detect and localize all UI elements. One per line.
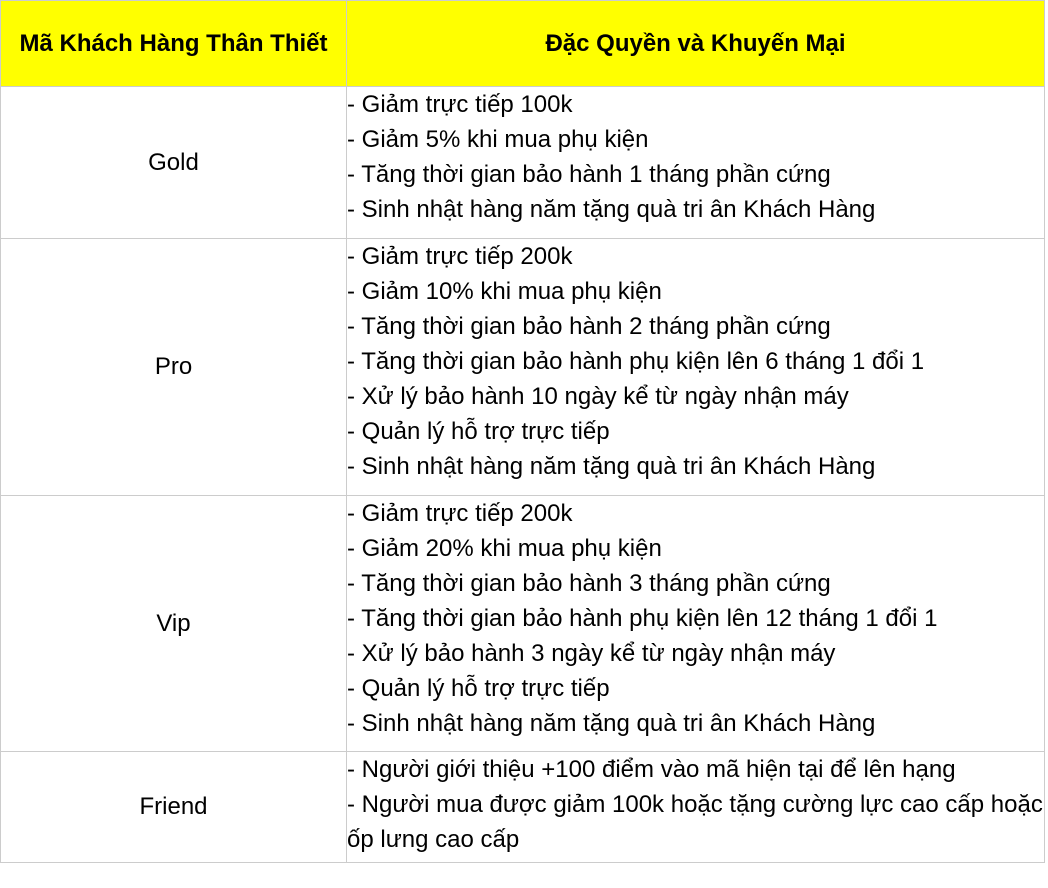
perk-item: - Giảm 10% khi mua phụ kiện [347,278,662,305]
perk-item: - Tăng thời gian bảo hành 3 tháng phần cứng [347,570,831,597]
perk-item: - Xử lý bảo hành 10 ngày kể từ ngày nhận máy [347,383,849,410]
perk-item: - Sinh nhật hàng năm tặng quà tri ân Khách Hàng [347,196,876,223]
perk-list-friend [347,752,1045,863]
perk-item: - Quản lý hỗ trợ trực tiếp [347,675,610,702]
header-row [1,1,1045,87]
table-row [1,87,1045,239]
perk-item: - Tăng thời gian bảo hành phụ kiện lên 6 tháng 1 đổi 1 [347,348,925,375]
table-row [1,239,1045,496]
perk-item: - Giảm 5% khi mua phụ kiện [347,126,649,153]
perk-item: - Sinh nhật hàng năm tặng quà tri ân Khách Hàng [347,710,876,737]
tier-name-pro: Pro [1,239,347,496]
table-row [1,752,1045,863]
perk-item: - Giảm 20% khi mua phụ kiện [347,535,662,562]
perk-item: - Tăng thời gian bảo hành 1 tháng phần cứng [347,161,831,188]
perk-item: - Giảm trực tiếp 100k [347,91,573,118]
perk-list-vip [347,496,1045,752]
perk-list-gold [347,87,1045,239]
perk-item: - Tăng thời gian bảo hành 2 tháng phần cứng [347,313,831,340]
header-customer-code: Mã Khách Hàng Thân Thiết [1,1,347,87]
perk-item: - Người giới thiệu +100 điểm vào mã hiện tại để lên hạng [347,756,956,783]
header-privileges: Đặc Quyền và Khuyến Mại [347,1,1045,87]
perk-item: - Tăng thời gian bảo hành phụ kiện lên 12 tháng 1 đổi 1 [347,605,938,632]
tier-name-vip: Vip [1,496,347,752]
tier-name-friend: Friend [1,752,347,863]
perk-item: - Giảm trực tiếp 200k [347,500,573,527]
perk-item: - Sinh nhật hàng năm tặng quà tri ân Khách Hàng [347,453,876,480]
table-row [1,496,1045,752]
perk-item: - Người mua được giảm 100k hoặc tặng cường lực cao cấp hoặc ốp lưng cao cấp [347,791,1043,853]
perk-item: - Xử lý bảo hành 3 ngày kể từ ngày nhận máy [347,640,836,667]
perk-item: - Giảm trực tiếp 200k [347,243,573,270]
tier-name-gold: Gold [1,87,347,239]
perk-item: - Quản lý hỗ trợ trực tiếp [347,418,610,445]
perk-list-pro [347,239,1045,496]
